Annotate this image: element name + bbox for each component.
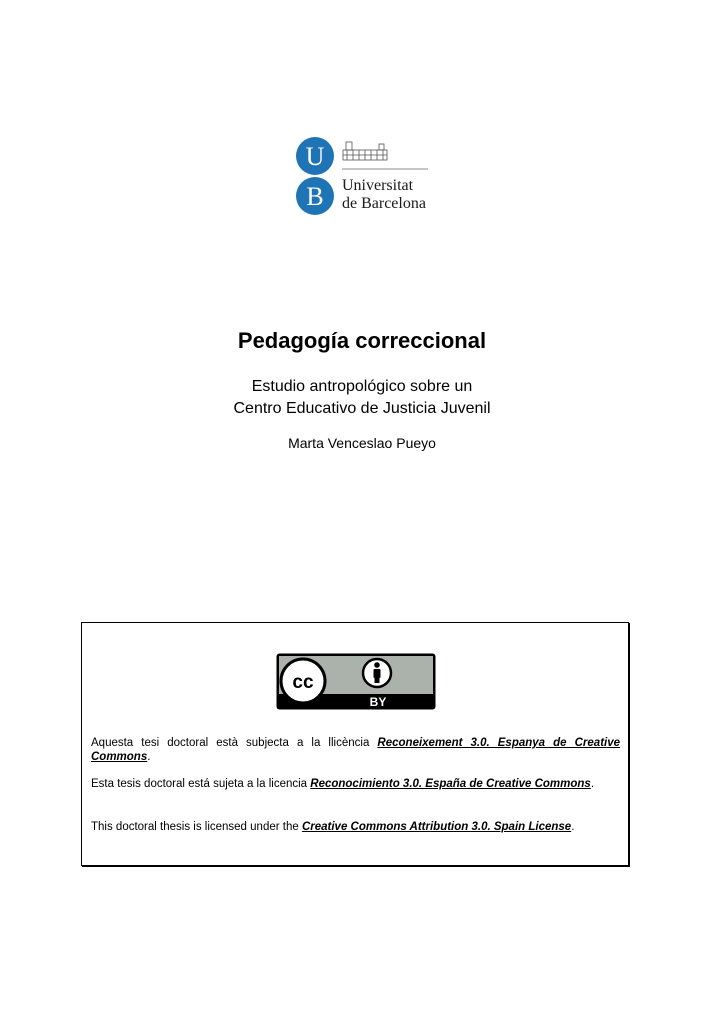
university-name-line1: Universitat — [342, 177, 414, 194]
by-label: BY — [369, 695, 387, 709]
cc-by-badge[interactable] — [276, 653, 436, 710]
license-box — [81, 622, 629, 866]
license-text-ca: Aquesta tesi doctoral està subjecta a la llicència — [91, 737, 378, 749]
subtitle-line1: Estudio antropológico sobre un — [251, 378, 473, 395]
license-text-en: This doctoral thesis is licensed under the — [91, 821, 302, 833]
university-building-icon — [343, 142, 387, 160]
license-suffix-ca: . — [147, 751, 151, 763]
attribution-person-icon — [363, 659, 391, 687]
university-name-line2: de Barcelona — [342, 195, 426, 212]
document-subtitle — [0, 376, 724, 420]
logo-letter-b: B — [306, 182, 324, 211]
license-paragraph-ca — [91, 736, 620, 764]
license-paragraph-en — [91, 820, 620, 834]
license-link-ca[interactable]: Reconeixement 3.0. Espanya de Creative Commons — [91, 737, 621, 763]
logo-letter-u: U — [305, 142, 325, 171]
license-suffix-en: . — [571, 821, 575, 833]
license-suffix-es: . — [590, 778, 595, 790]
license-text-es: Esta tesis doctoral está sujeta a la licencia — [91, 778, 311, 790]
subtitle-line2: Centro Educativo de Justicia Juvenil — [233, 400, 491, 417]
university-name — [342, 177, 426, 213]
document-title: Pedagogía correccional — [237, 328, 487, 353]
license-paragraph-es — [91, 777, 620, 791]
license-link-es[interactable]: Reconocimiento 3.0. España de Creative Commons — [310, 778, 591, 790]
university-logo — [295, 136, 435, 218]
license-link-en[interactable]: Creative Commons Attribution 3.0. Spain License — [301, 821, 572, 833]
document-author: Marta Venceslao Pueyo — [288, 435, 436, 451]
cc-icon-text: cc — [292, 672, 314, 693]
